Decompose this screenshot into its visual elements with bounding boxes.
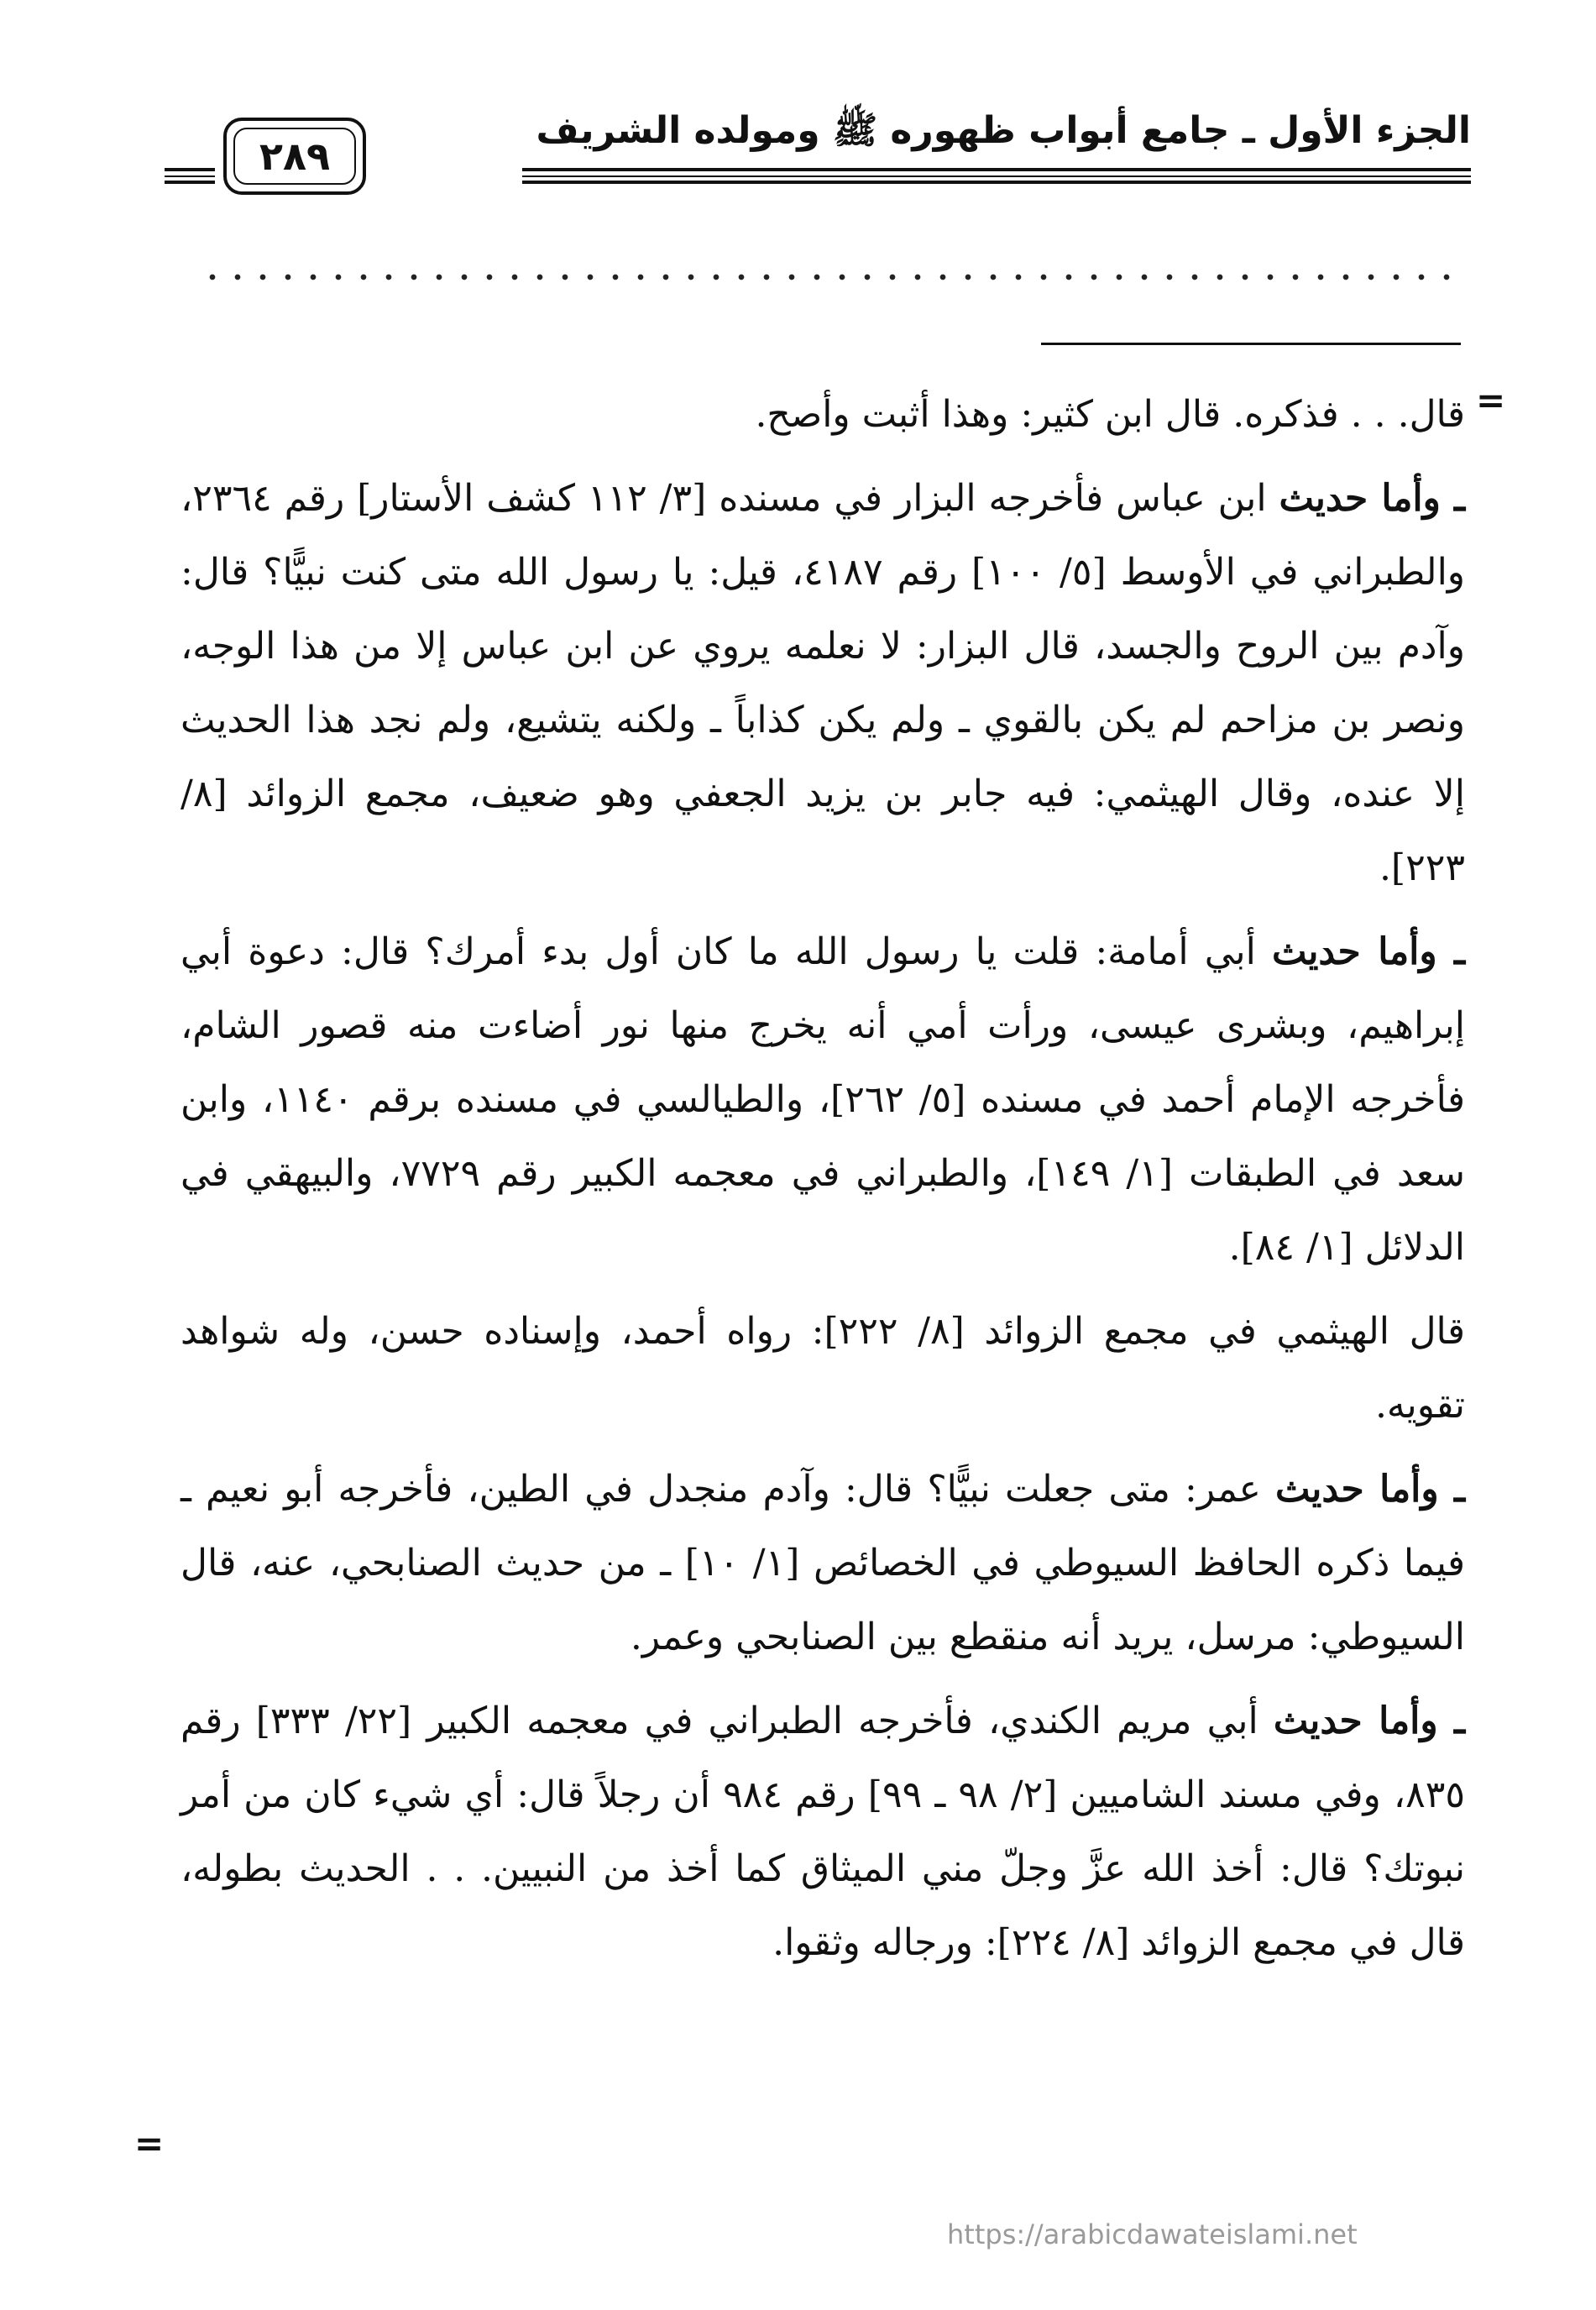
footnote-paragraph <box>181 462 1465 905</box>
header-rule <box>522 181 1471 184</box>
dotted-separator <box>200 267 1459 287</box>
header-rule <box>522 168 1471 171</box>
page-header <box>165 99 1471 200</box>
footnote-paragraph <box>181 1684 1465 1980</box>
paragraph-text: قال الهيثمي في مجمع الزوائد [٨/ ٢٢٢]: رواه أحمد، وإسناده حسن، وله شواهد تقويه. <box>181 1310 1465 1427</box>
paragraph-lead: ـ وأما حديث <box>1273 1700 1465 1742</box>
paragraph-text: أبي أمامة: قلت يا رسول الله ما كان أول بدء أمرك؟ قال: دعوة أبي إبراهيم، وبشرى عيسى، ورأت أمي أنه يخرج منها نور أضاءت منه قصور الشام، فأخرجه الإمام أحمد في مسنده [٥/ ٢٦٢]، والطيالسي في مسنده برقم ١١٤٠، وابن سعد في الطبقات [١/ ١٤٩]، والطبراني في معجمه الكبير رقم ٧٧٢٩، والبيهقي في الدلائل [١/ ٨٤]. <box>181 930 1466 1269</box>
paragraph-text: أبي مريم الكندي، فأخرجه الطبراني في معجمه الكبير [٢٢/ ٣٣٣] رقم ٨٣٥، وفي مسند الشاميين [٢/ ٩٨ ـ ٩٩] رقم ٩٨٤ أن رجلاً قال: أي شيء كان من أمر نبوتك؟ قال: أخذ الله عزَّ وجلّ مني الميثاق كما أخذ من النبيين. . . الحديث بطوله، قال في مجمع الزوائد [٨/ ٢٢٤]: ورجاله وثقوا. <box>181 1700 1466 1964</box>
paragraph-lead: ـ وأما حديث <box>1279 477 1465 520</box>
running-title: الجزء الأول ـ جامع أبواب ظهوره ﷺ ومولده الشريف <box>536 109 1471 152</box>
paragraph-text: ابن عباس فأخرجه البزار في مسنده [٣/ ١١٢ كشف الأستار] رقم ٢٣٦٤، والطبراني في الأوسط [٥/ ١٠٠] رقم ٤١٨٧، قيل: يا رسول الله متى كنت نبيًّا؟ قال: وآدم بين الروح والجسد، قال البزار: لا نعلمه يروي عن ابن عباس إلا من هذا الوجه، ونصر بن مزاحم لم يكن بالقوي ـ ولم يكن كذاباً ـ ولكنه يتشيع، ولم نجد هذا الحديث إلا عنده، وقال الهيثمي: فيه جابر بن يزيد الجعفي وهو ضعيف، مجمع الزوائد [٨/ ٢٢٣]. <box>181 477 1466 889</box>
header-rule <box>165 168 215 171</box>
header-rule <box>165 181 215 184</box>
footnote-paragraph <box>181 915 1465 1285</box>
footnote-rule <box>1041 343 1461 345</box>
footnote-paragraph <box>181 1295 1465 1443</box>
footnote-paragraph <box>181 378 1465 452</box>
paragraph-lead: ـ وأما حديث <box>1271 930 1465 973</box>
header-rule <box>165 175 215 177</box>
paragraph-text: عمر: متى جعلت نبيًّا؟ قال: وآدم منجدل في الطين، فأخرجه أبو نعيم ـ فيما ذكره الحافظ السيوطي في الخصائص [١/ ١٠] ـ من حديث الصنابحي، عنه، قال السيوطي: مرسل، يريد أنه منقطع بين الصنابحي وعمر. <box>181 1468 1466 1658</box>
header-rule <box>522 175 1471 177</box>
footnote-paragraph <box>181 1453 1465 1674</box>
footnote-body <box>181 378 1465 1990</box>
continuation-marker-bottom: = <box>134 2123 165 2164</box>
page-number-frame <box>223 118 366 195</box>
paragraph-lead: ـ وأما حديث <box>1274 1468 1465 1511</box>
watermark-url: https://arabicdawateislami.net <box>947 2218 1358 2250</box>
page-number: ٢٨٩ <box>233 128 356 185</box>
continuation-marker-top: = <box>1476 380 1506 421</box>
paragraph-text: قال. . . فذكره. قال ابن كثير: وهذا أثبت وأصح. <box>755 393 1465 436</box>
